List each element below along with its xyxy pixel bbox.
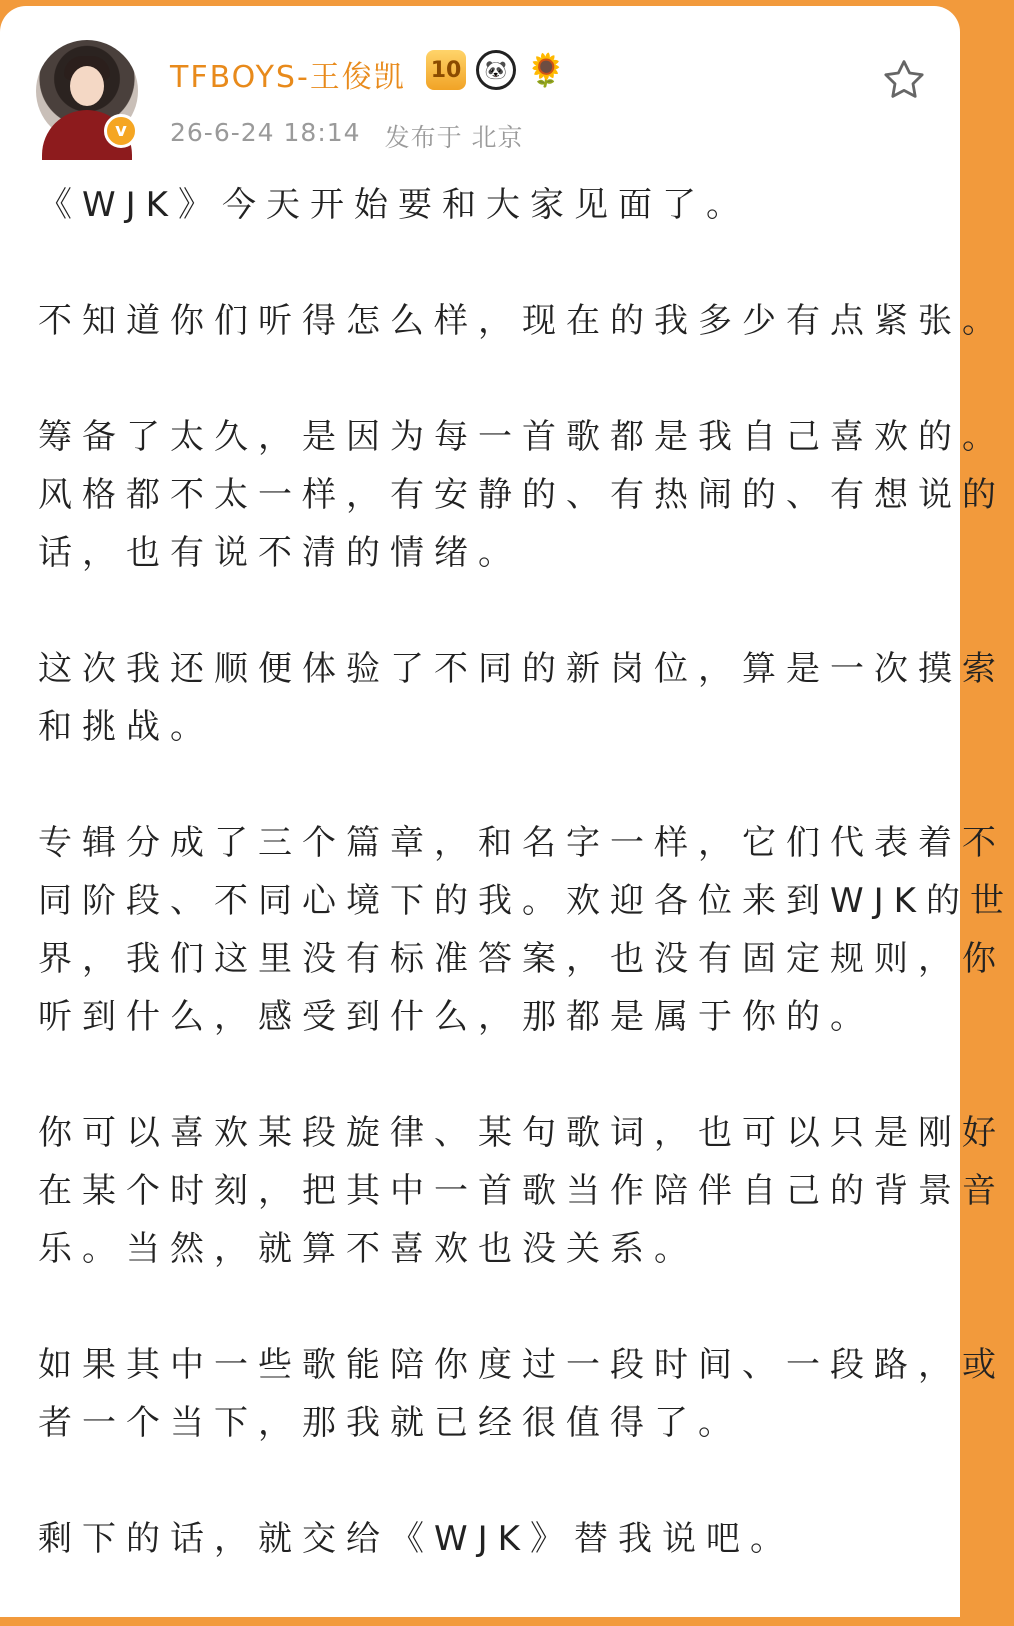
post-meta bbox=[170, 118, 524, 154]
content-line: 在某个时刻，把其中一首歌当作陪伴自己的背景音 bbox=[38, 1171, 1006, 1211]
content-line: 《WJK》今天开始要和大家见面了。 bbox=[38, 185, 750, 225]
paragraph-2 bbox=[38, 292, 1006, 350]
content-line: 同阶段、不同心境下的我。欢迎各位来到WJK的世 bbox=[38, 881, 1014, 921]
paragraph-4 bbox=[38, 640, 1006, 756]
avatar-face bbox=[70, 66, 104, 106]
content-line: 听到什么，感受到什么，那都是属于你的。 bbox=[38, 997, 874, 1037]
content-line: 剩下的话，就交给《WJK》替我说吧。 bbox=[38, 1519, 794, 1559]
timestamp: 26-6-24 18:14 bbox=[170, 118, 361, 147]
badge-row bbox=[426, 50, 566, 90]
verified-badge-icon: v bbox=[104, 114, 138, 148]
content-line: 专辑分成了三个篇章，和名字一样，它们代表着不 bbox=[38, 823, 1006, 863]
location: 发布于 北京 bbox=[384, 123, 524, 152]
content-line: 界，我们这里没有标准答案，也没有固定规则，你 bbox=[38, 939, 1006, 979]
content-line: 乐。当然，就算不喜欢也没关系。 bbox=[38, 1229, 698, 1269]
post-card bbox=[0, 6, 1014, 1617]
paragraph-5 bbox=[38, 814, 1014, 1046]
panda-icon[interactable]: 🐼 bbox=[476, 50, 516, 90]
content-line: 者一个当下，那我就已经很值得了。 bbox=[38, 1403, 742, 1443]
paragraph-1 bbox=[38, 176, 898, 234]
content-line: 不知道你们听得怎么样，现在的我多少有点紧张。 bbox=[38, 301, 1006, 341]
sunflower-icon[interactable]: 🌻 bbox=[526, 51, 566, 89]
paragraph-6 bbox=[38, 1104, 1006, 1278]
content-line: 这次我还顺便体验了不同的新岗位，算是一次摸索 bbox=[38, 649, 1006, 689]
content-line: 话，也有说不清的情绪。 bbox=[38, 533, 522, 573]
paragraph-3 bbox=[38, 408, 1006, 582]
post-content bbox=[38, 176, 1014, 1626]
paragraph-7 bbox=[38, 1336, 1006, 1452]
paragraph-8 bbox=[38, 1510, 898, 1568]
content-line: 你可以喜欢某段旋律、某句歌词，也可以只是刚好 bbox=[38, 1113, 1006, 1153]
star-icon[interactable] bbox=[880, 56, 928, 104]
content-line: 筹备了太久，是因为每一首歌都是我自己喜欢的。 bbox=[38, 417, 1006, 457]
content-line: 风格都不太一样，有安静的、有热闹的、有想说的 bbox=[38, 475, 1006, 515]
content-line: 和挑战。 bbox=[38, 707, 214, 747]
author-name[interactable]: TFBOYS-王俊凯 bbox=[170, 60, 406, 95]
content-line: 如果其中一些歌能陪你度过一段时间、一段路，或 bbox=[38, 1345, 1006, 1385]
crown-badge-icon[interactable]: 10 bbox=[426, 50, 466, 90]
